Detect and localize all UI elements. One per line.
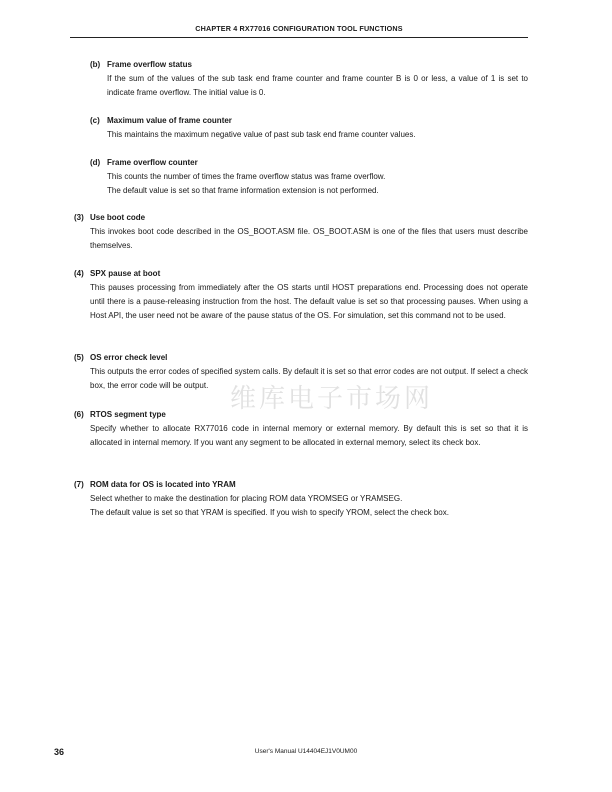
section-paragraph: The default value is set so that frame information extension is not performed. bbox=[107, 186, 379, 195]
section-title: SPX pause at boot bbox=[90, 269, 161, 278]
section-title: Frame overflow status bbox=[107, 60, 192, 69]
page-header: CHAPTER 4 RX77016 CONFIGURATION TOOL FUNCTIONS bbox=[195, 24, 403, 33]
section-number: (7) bbox=[74, 480, 84, 489]
section-b bbox=[90, 58, 528, 100]
section-paragraph: This counts the number of times the frame overflow status was frame overflow. bbox=[107, 172, 386, 181]
section-number: (c) bbox=[90, 116, 100, 125]
section-title: Maximum value of frame counter bbox=[107, 116, 232, 125]
section-title: Frame overflow counter bbox=[107, 158, 198, 167]
section-7 bbox=[74, 478, 528, 520]
section-4 bbox=[74, 267, 528, 323]
section-d bbox=[90, 156, 528, 198]
section-paragraph: This invokes boot code described in the OS_BOOT.ASM file. OS_BOOT.ASM is one of the files that users must describe themselves. bbox=[90, 227, 528, 250]
section-c bbox=[90, 114, 528, 142]
section-number: (3) bbox=[74, 213, 84, 222]
section-title: RTOS segment type bbox=[90, 410, 166, 419]
section-number: (4) bbox=[74, 269, 84, 278]
section-paragraph: This outputs the error codes of specified system calls. By default it is set so that error codes are not output. If select a check box, the error code will be output. bbox=[90, 367, 528, 390]
section-number: (5) bbox=[74, 353, 84, 362]
section-3 bbox=[74, 211, 528, 253]
section-number: (d) bbox=[90, 158, 101, 167]
section-paragraph: Specify whether to allocate RX77016 code in internal memory or external memory. By default this is set so that it is allocated in internal memory. If you want any segment to be allocated in external memory, select its check box. bbox=[90, 424, 528, 447]
section-paragraph: The default value is set so that YRAM is specified. If you wish to specify YROM, select the check box. bbox=[90, 508, 449, 517]
watermark: 维库电子市场网 bbox=[230, 384, 434, 414]
section-title: ROM data for OS is located into YRAM bbox=[90, 480, 236, 489]
section-paragraph: This pauses processing from immediately after the OS starts until HOST preparations end. Processing does not operate until there is a pause-releasing instruction from the host. The default value is set so that processing pauses. When using a Host API, the user need not be aware of the pause status of the OS. For simulation, set this command not to be used. bbox=[90, 283, 528, 320]
section-number: (6) bbox=[74, 410, 84, 419]
section-paragraph: This maintains the maximum negative value of past sub task end frame counter values. bbox=[107, 130, 416, 139]
section-title: OS error check level bbox=[90, 353, 168, 362]
section-number: (b) bbox=[90, 60, 101, 69]
header-rule bbox=[70, 37, 528, 38]
section-paragraph: Select whether to make the destination for placing ROM data YROMSEG or YRAMSEG. bbox=[90, 494, 403, 503]
section-title: Use boot code bbox=[90, 213, 146, 222]
section-paragraph: If the sum of the values of the sub task end frame counter and frame counter B is 0 or less, a value of 1 is set to indicate frame overflow. The initial value is 0. bbox=[107, 74, 528, 97]
footer-document-id: User's Manual U14404EJ1V0UM00 bbox=[254, 748, 358, 755]
page-number: 36 bbox=[54, 747, 65, 757]
